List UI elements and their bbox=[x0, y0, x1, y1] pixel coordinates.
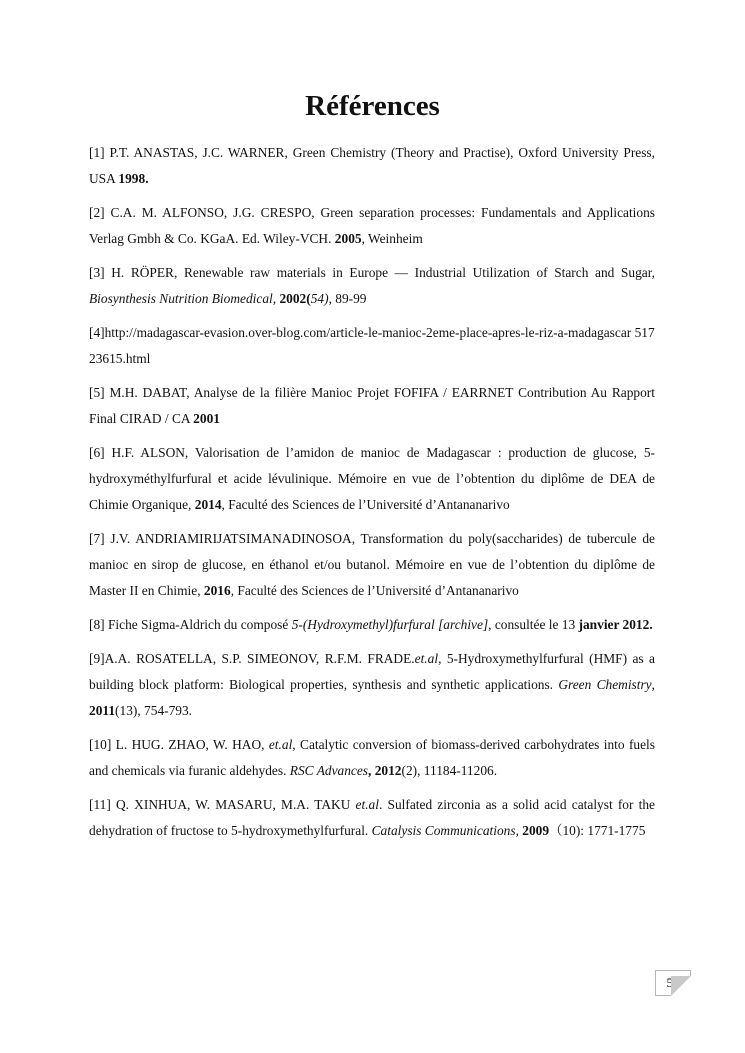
reference-1: [1] P.T. ANASTAS, J.C. WARNER, Green Chemistry (Theory and Practise), Oxford University Press, USA 1998. bbox=[89, 145, 655, 186]
reference-5: [5] M.H. DABAT, Analyse de la filière Manioc Projet FOFIFA / EARRNET Contribution Au Rapport Final CIRAD / CA 2001 bbox=[89, 385, 655, 426]
reference-link[interactable]: [4]http://madagascar-evasion.over-blog.com/article-le-manioc-2eme-place-apres-le-riz-a-madagascar 51723615.html bbox=[89, 325, 655, 366]
page-number: 50 bbox=[666, 975, 680, 990]
reference-8: [8] Fiche Sigma-Aldrich du composé 5-(Hydroxymethyl)furfural [archive], consultée le 13 janvier 2012. bbox=[89, 617, 653, 632]
reference-10: [10] L. HUG. ZHAO, W. HAO, et.al, Catalytic conversion of biomass-derived carbohydrates into fuels and chemicals via furanic aldehydes. RSC Advances, 2012(2), 11184-11206. bbox=[89, 737, 655, 778]
reference-list bbox=[89, 140, 655, 852]
page-number-box bbox=[655, 970, 691, 996]
reference-2: [2] C.A. M. ALFONSO, J.G. CRESPO, Green separation processes: Fundamentals and Applications Verlag Gmbh & Co. KGaA. Ed. Wiley-VCH. 2005, Weinheim bbox=[89, 205, 655, 246]
reference-7: [7] J.V. ANDRIAMIRIJATSIMANADINOSOA, Transformation du poly(saccharides) de tubercule de manioc en sirop de glucose, en éthanol et/ou butanol. Mémoire en vue de l’obtention du diplôme de Master II en Chimie, 2016, Faculté des Sciences de l’Université d’Antananarivo bbox=[89, 531, 655, 598]
reference-6: [6] H.F. ALSON, Valorisation de l’amidon de manioc de Madagascar : production de glucose, 5-hydroxyméthylfurfural et acide lévulinique. Mémoire en vue de l’obtention du diplôme de DEA de Chimie Organique, 2014, Faculté des Sciences de l’Université d’Antananarivo bbox=[89, 445, 655, 512]
reference-9: [9]A.A. ROSATELLA, S.P. SIMEONOV, R.F.M. FRADE.et.al, 5-Hydroxymethylfurfural (HMF) as a building block platform: Biological properties, synthesis and synthetic applications. Green Chemistry, 2011(13), 754-793. bbox=[89, 651, 655, 718]
reference-11: [11] Q. XINHUA, W. MASARU, M.A. TAKU et.al. Sulfated zirconia as a solid acid catalyst for the dehydration of fructose to 5-hydroxymethylfurfural. Catalysis Communications, 2009（10): 1771-1775 bbox=[89, 797, 655, 838]
reference-3: [3] H. RÖPER, Renewable raw materials in Europe — Industrial Utilization of Starch and Sugar, Biosynthesis Nutrition Biomedical, 2002(54), 89-99 bbox=[89, 265, 655, 306]
reference-4 bbox=[89, 320, 655, 372]
page-title: Références bbox=[305, 90, 440, 122]
page-curl-icon bbox=[671, 976, 691, 996]
